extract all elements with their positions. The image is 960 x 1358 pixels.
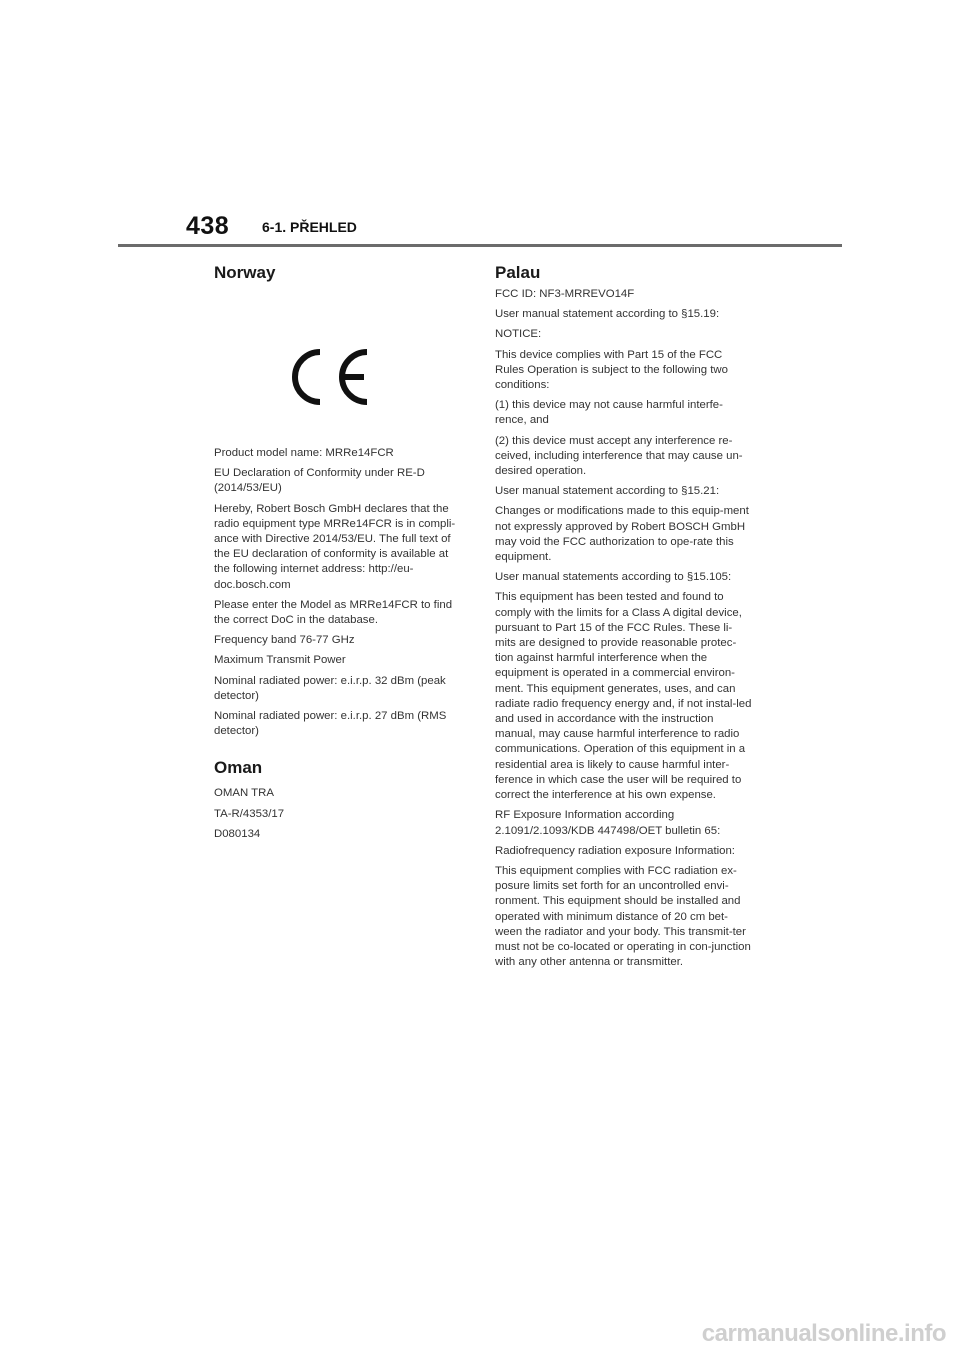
paragraph: User manual statement according to §15.19:: [495, 308, 720, 321]
section-title-norway: Norway: [214, 263, 276, 282]
paragraph: Nominal radiated power: e.i.r.p. 27 dBm (RMS detector): [214, 710, 447, 738]
section-title-oman: Oman: [214, 758, 263, 778]
paragraph: (2) this device must accept any interference re-ceived, including interference that may cause un-desired operation.: [495, 434, 743, 478]
left-column: [214, 262, 466, 847]
paragraph: Radiofrequency radiation exposure Information:: [495, 844, 735, 857]
paragraph: Frequency band 76-77 GHz: [214, 634, 355, 647]
watermark: carmanualsonline.info: [701, 1320, 946, 1347]
paragraph: This equipment complies with FCC radiation ex-posure limits set forth for an uncontrolled envi-ronment. This equipment should be installed and operated with minimum distance of 20 cm bet-ween the radiator and your body. This transmit-ter must not be co-located or operating in con-junction with any other antenna or transmitter.: [495, 864, 751, 969]
paragraph: User manual statement according to §15.21:: [495, 485, 720, 498]
paragraph: Hereby, Robert Bosch GmbH declares that the radio equipment type MRRe14FCR is in compli-ance with Directive 2014/53/EU. The full text of the EU declaration of conformity is available at the following internet address: http://eu-doc.bosch.com: [214, 502, 456, 591]
paragraph: Changes or modifications made to this equip-ment not expressly approved by Robert BOSCH GmbH may void the FCC authorization to ope-rate this equipment.: [495, 505, 749, 564]
page-number: 438: [186, 212, 230, 240]
paragraph: FCC ID: NF3-MRREVO14F: [495, 288, 635, 300]
ce-mark-icon: [288, 346, 370, 408]
paragraph: Product model name: MRRe14FCR: [214, 447, 394, 459]
chapter-title: 6-1. PŘEHLED: [262, 219, 357, 235]
section-title-palau: Palau: [495, 263, 541, 282]
paragraph: D080134: [214, 827, 261, 840]
section-norway: [214, 262, 466, 739]
page-header: [186, 212, 842, 246]
paragraph: This device complies with Part 15 of the FCC Rules Operation is subject to the following two conditions:: [495, 348, 728, 392]
paragraph: Maximum Transmit Power: [214, 654, 346, 667]
paragraph: Please enter the Model as MRRe14FCR to find the correct DoC in the database.: [214, 598, 453, 627]
paragraph: NOTICE:: [495, 328, 542, 341]
paragraph: OMAN TRA: [214, 787, 274, 800]
section-palau: [495, 262, 753, 970]
paragraph: TA-R/4353/17: [214, 807, 285, 820]
paragraph: This equipment has been tested and found to comply with the limits for a Class A digital device, pursuant to Part 15 of the FCC Rules. These li-mits are designed to provide reasonable protec-tion against harmful interference when the equipment is operated in a commercial environ-ment. This equipment generates, uses, and can radiate radio frequency energy and, if not instal-led and used in accordance with the instruction manual, may cause harmful interference to radio communications. Operation of this equipment in a residential area is likely to cause harmful inter-ference in which case the user will be required to correct the interference at his own expense.: [495, 591, 752, 802]
right-column: [495, 262, 753, 975]
paragraph: (1) this device may not cause harmful interfe-rence, and: [495, 399, 723, 427]
paragraph: RF Exposure Information according 2.1091/2.1093/KDB 447498/OET bulletin 65:: [495, 809, 721, 837]
paragraph: User manual statements according to §15.105:: [495, 571, 732, 584]
header-divider: [118, 244, 842, 247]
section-oman: [214, 757, 466, 842]
paragraph: Nominal radiated power: e.i.r.p. 32 dBm (peak detector): [214, 674, 446, 702]
paragraph: EU Declaration of Conformity under RE-D (2014/53/EU): [214, 467, 425, 495]
ce-mark-container: [214, 291, 466, 446]
